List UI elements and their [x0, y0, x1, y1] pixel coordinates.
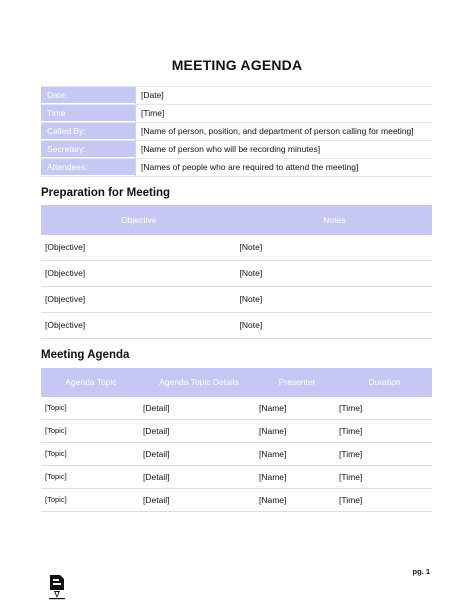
column-header-notes: Notes [323, 215, 346, 225]
table-row [41, 397, 432, 420]
preparation-table-header [41, 205, 432, 235]
presenter-cell: [Name] [259, 495, 287, 505]
topic-cell: [Topic] [45, 472, 67, 481]
info-row-time [41, 105, 432, 123]
agenda-table-header [41, 368, 432, 397]
objective-cell: [Objective] [45, 268, 86, 278]
preparation-table [41, 205, 432, 339]
note-cell: [Note] [239, 242, 263, 252]
presenter-cell: [Name] [259, 403, 287, 413]
info-value: [Name of person, position, and department of person calling for meeting] [135, 123, 432, 140]
note-cell: [Note] [239, 268, 263, 278]
info-label: Attendees: [41, 159, 135, 176]
table-row [41, 489, 432, 512]
info-row-secretary [41, 141, 432, 159]
info-value: [Date] [135, 87, 432, 104]
duration-cell: [Time] [339, 426, 363, 436]
info-row-date [41, 86, 432, 105]
presenter-cell: [Name] [259, 472, 287, 482]
info-row-called-by [41, 123, 432, 141]
info-label: Secretary: [41, 141, 135, 158]
info-value: [Name of person who will be recording minutes] [135, 141, 432, 158]
note-cell: [Note] [239, 320, 263, 330]
table-row [41, 235, 432, 261]
table-row [41, 287, 432, 313]
info-label: Called By: [41, 123, 135, 140]
note-cell: [Note] [239, 294, 263, 304]
preparation-heading: Preparation for Meeting [41, 187, 171, 199]
detail-cell: [Detail] [143, 495, 170, 505]
table-row [41, 443, 432, 466]
info-value: [Names of people who are required to attend the meeting] [135, 159, 432, 176]
page-number: pg. 1 [412, 567, 430, 576]
page-title: MEETING AGENDA [171, 57, 303, 73]
detail-cell: [Detail] [143, 449, 170, 459]
topic-cell: [Topic] [45, 449, 67, 458]
presenter-cell: [Name] [259, 449, 287, 459]
table-row [41, 420, 432, 443]
column-header-topic: Agenda Topic [65, 377, 117, 387]
info-value: [Time] [135, 105, 432, 122]
info-label: Date: [41, 87, 135, 104]
column-header-duration: Duration [368, 377, 401, 387]
duration-cell: [Time] [339, 495, 363, 505]
info-row-attendees [41, 159, 432, 177]
detail-cell: [Detail] [143, 426, 170, 436]
objective-cell: [Objective] [45, 294, 86, 304]
duration-cell: [Time] [339, 449, 363, 459]
objective-cell: [Objective] [45, 320, 86, 330]
topic-cell: [Topic] [45, 403, 67, 412]
detail-cell: [Detail] [143, 403, 170, 413]
table-row [41, 313, 432, 339]
table-row [41, 466, 432, 489]
column-header-presenter: Presenter [278, 377, 316, 387]
detail-cell: [Detail] [143, 472, 170, 482]
agenda-heading: Meeting Agenda [41, 349, 130, 361]
objective-cell: [Objective] [45, 242, 86, 252]
agenda-table [41, 368, 432, 512]
meeting-info-table [41, 86, 432, 177]
duration-cell: [Time] [339, 403, 363, 413]
topic-cell: [Topic] [45, 495, 67, 504]
topic-cell: [Topic] [45, 426, 67, 435]
column-header-details: Agenda Topic Details [159, 377, 239, 387]
info-label: Time [41, 105, 135, 122]
table-row [41, 261, 432, 287]
document-pen-logo-icon [48, 574, 66, 600]
presenter-cell: [Name] [259, 426, 287, 436]
duration-cell: [Time] [339, 472, 363, 482]
column-header-objective: Objective [121, 215, 157, 225]
